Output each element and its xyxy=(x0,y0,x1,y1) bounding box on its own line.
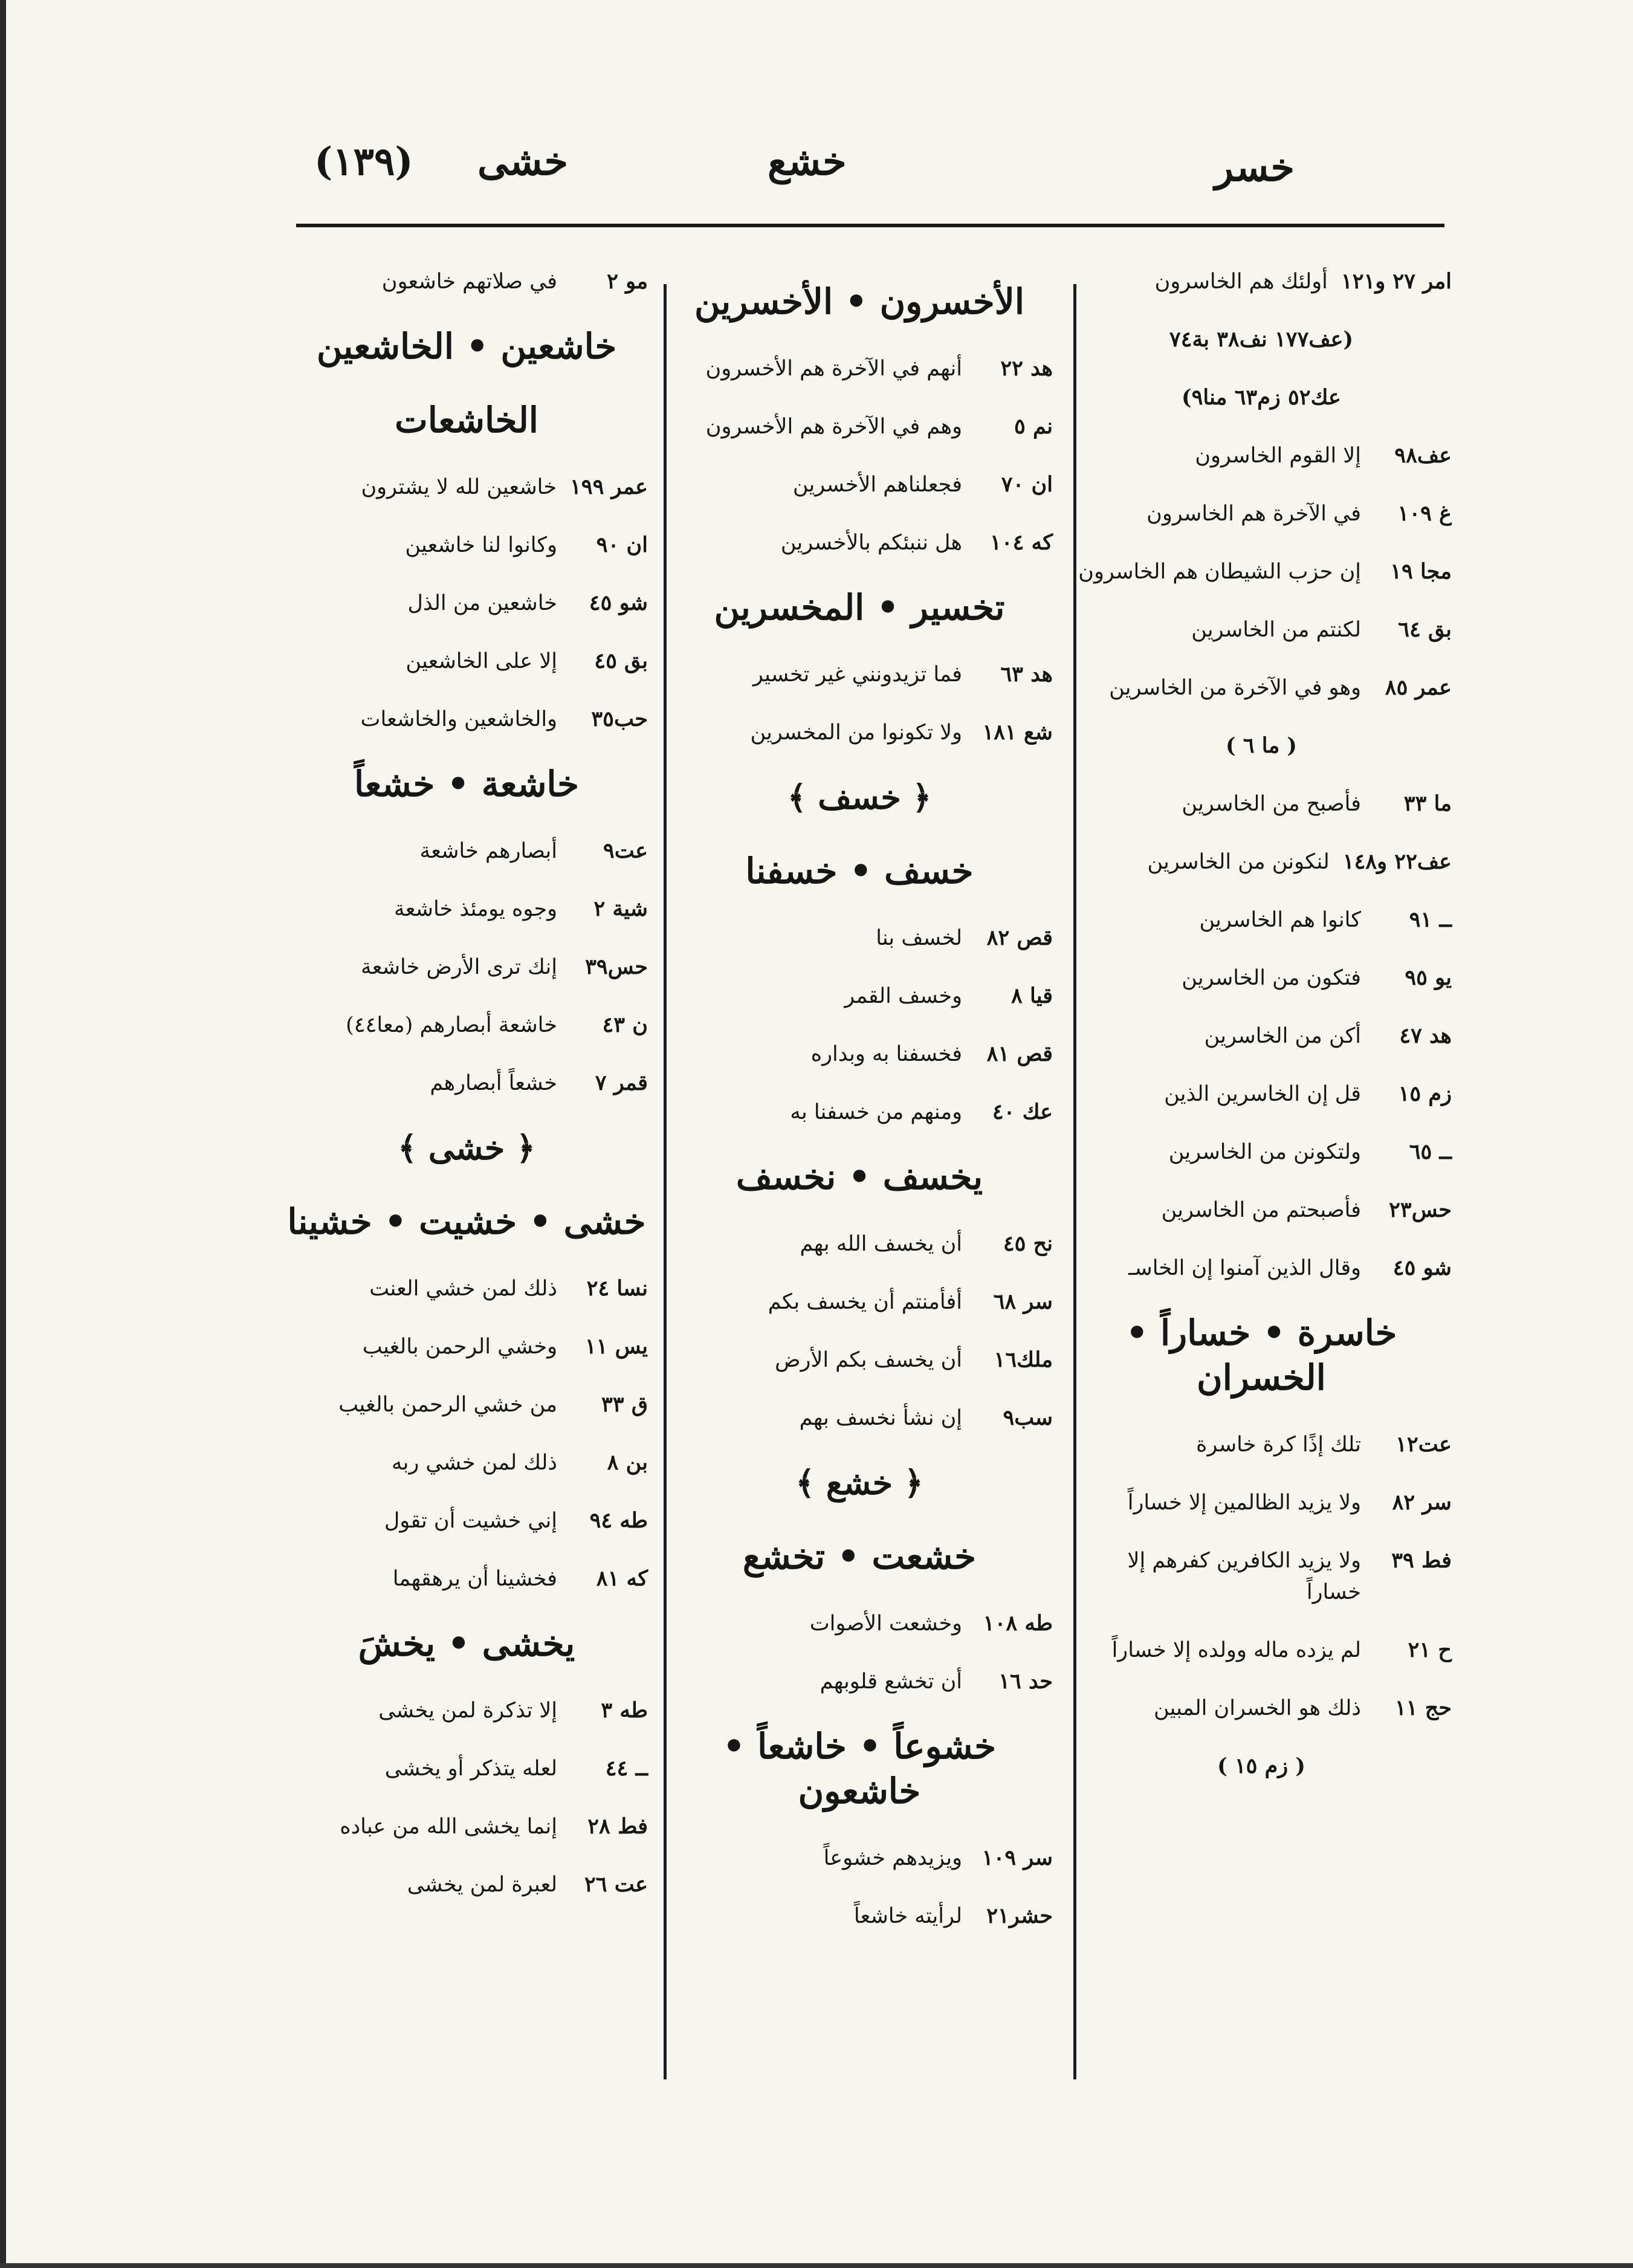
verse-reference: حشر٢١ xyxy=(986,1904,1053,1928)
verse-text: ولا تكونوا من المخسرين xyxy=(750,721,962,745)
concordance-entry xyxy=(1071,1020,1452,1052)
verse-text: تلك إذًا كرة خاسرة xyxy=(1196,1433,1361,1457)
concordance-entry xyxy=(285,1811,648,1842)
verse-reference: سب٩ xyxy=(1003,1405,1053,1430)
verse-text: في صلاتهم خاشعون xyxy=(381,270,557,294)
concordance-entry xyxy=(666,1038,1053,1070)
verse-reference: عت٩ xyxy=(603,838,648,863)
concordance-entry xyxy=(1071,498,1452,530)
verse-reference: ح ٢١ xyxy=(1408,1638,1452,1662)
verse-text: فخشينا أن يرهقهما xyxy=(392,1567,557,1591)
concordance-entry xyxy=(1071,1136,1452,1168)
verse-text: في الآخرة هم الخاسرون xyxy=(1146,502,1361,526)
concordance-entry xyxy=(1071,440,1452,471)
verse-text: من خشي الرحمن بالغيب xyxy=(338,1393,557,1417)
verse-text: فجعلناهم الأخسرين xyxy=(792,473,962,497)
verse-text: وقال الذين آمنوا إن الخاسـ xyxy=(1128,1256,1361,1280)
verse-reference: شو ٤٥ xyxy=(589,591,648,615)
verse-reference: عت ٢٦ xyxy=(584,1872,648,1897)
concordance-entry xyxy=(1071,846,1452,878)
verse-reference: حس٢٣ xyxy=(1389,1197,1452,1222)
verse-reference: عت١٢ xyxy=(1395,1432,1452,1457)
concordance-entry xyxy=(666,1842,1053,1874)
section-heading: خشعت • تخشع xyxy=(742,1536,977,1577)
verse-reference: سر ٨٢ xyxy=(1392,1490,1452,1515)
verse-reference: هد ٦٣ xyxy=(1000,662,1053,687)
page-number: (١٣٩) xyxy=(314,139,413,184)
verse-reference: قمر ٧ xyxy=(595,1071,648,1095)
concordance-entry xyxy=(666,659,1053,690)
verse-reference: نسا ٢٤ xyxy=(586,1276,648,1301)
verse-reference: حج ١١ xyxy=(1394,1696,1452,1720)
verse-text: ولا يزيد الكافرين كفرهم إلا خساراً xyxy=(1127,1549,1361,1604)
verse-reference: مو ٢ xyxy=(607,269,648,294)
concordance-entry xyxy=(285,266,648,297)
concordance-entry xyxy=(285,588,648,619)
verse-text: إنما يخشى الله من عباده xyxy=(340,1815,557,1839)
verse-reference: قص ٨١ xyxy=(986,1042,1053,1066)
section-heading: خشوعاً • خاشعاً • خاشعون xyxy=(722,1726,997,1812)
verse-reference: امر ٢٧ و١٢١ xyxy=(1340,269,1452,294)
column-right xyxy=(1071,266,1452,1809)
verse-text: إني خشيت أن تقول xyxy=(384,1509,557,1533)
concordance-entry xyxy=(285,1563,648,1595)
verse-reference: سر ٦٨ xyxy=(993,1289,1053,1314)
section-heading: يخسف • نخسف xyxy=(736,1156,983,1197)
verse-reference: نم ٥ xyxy=(1014,414,1053,439)
verse-text: وخسف القمر xyxy=(844,984,962,1008)
verse-reference: نح ٤٥ xyxy=(1003,1231,1053,1256)
verse-text: لم يزده ماله وولده إلا خساراً xyxy=(1111,1638,1361,1662)
concordance-entry xyxy=(666,1666,1053,1697)
concordance-entry xyxy=(1071,1194,1452,1226)
verse-text: إن حزب الشيطان هم الخاسرون xyxy=(1078,560,1361,584)
concordance-entry xyxy=(285,1273,648,1304)
root-heading: ﴿ خسف ﴾ xyxy=(787,778,932,817)
root-heading: ﴿ خشى ﴾ xyxy=(398,1129,535,1167)
concordance-entry xyxy=(1071,1545,1452,1608)
verse-reference: قص ٨٢ xyxy=(986,925,1053,950)
verse-text: وخشي الرحمن بالغيب xyxy=(362,1335,557,1359)
cross-reference-note: (عف١٧٧ نف٣٨ بة٧٤ xyxy=(1169,327,1354,352)
concordance-entry xyxy=(1071,904,1452,936)
verse-text: فأصبحتم من الخاسرين xyxy=(1161,1198,1361,1222)
concordance-entry xyxy=(666,411,1053,442)
concordance-entry xyxy=(1071,556,1452,588)
header-rule xyxy=(296,224,1444,227)
verse-reference: زم ١٥ xyxy=(1398,1081,1452,1106)
running-head-left-word: خشى xyxy=(477,139,568,184)
verse-text: أفأمنتم أن يخسف بكم xyxy=(768,1290,962,1314)
concordance-entry xyxy=(285,1869,648,1900)
section-heading: الأخسرون • الأخسرين xyxy=(694,281,1024,322)
scan-edge-bottom xyxy=(0,2263,1633,2268)
concordance-entry xyxy=(285,893,648,925)
verse-reference: ملك١٦ xyxy=(994,1347,1053,1372)
verse-text: خاشعين لله لا يشترون xyxy=(361,475,557,499)
verse-reference: طه ٩٤ xyxy=(589,1508,648,1533)
running-head-center-word: خشع xyxy=(768,139,847,184)
verse-text: قل إن الخاسرين الذين xyxy=(1164,1082,1361,1106)
concordance-entry xyxy=(666,1608,1053,1639)
verse-reference: عف٩٨ xyxy=(1394,443,1452,468)
verse-text: إنك ترى الأرض خاشعة xyxy=(361,955,557,979)
running-head xyxy=(0,127,1633,199)
concordance-entry xyxy=(1071,266,1452,297)
verse-text: فخسفنا به وبداره xyxy=(810,1042,962,1066)
section-heading: تخسير • المخسرين xyxy=(714,587,1005,628)
concordance-entry xyxy=(666,717,1053,748)
concordance-entry xyxy=(285,1009,648,1041)
concordance-entry xyxy=(285,1331,648,1362)
concordance-entry xyxy=(285,1068,648,1099)
concordance-entry xyxy=(285,835,648,867)
concordance-entry xyxy=(666,353,1053,384)
verse-reference: ــ ٩١ xyxy=(1409,907,1452,932)
verse-text: أنهم في الآخرة هم الأخسرون xyxy=(705,357,962,381)
concordance-entry xyxy=(666,1900,1053,1932)
verse-reference: طه ١٠٨ xyxy=(983,1611,1053,1636)
concordance-entry xyxy=(1071,1635,1452,1666)
verse-text: ولا يزيد الظالمين إلا خساراً xyxy=(1127,1491,1361,1515)
section-heading: يخشى • يخشَ xyxy=(358,1623,575,1664)
verse-reference: غ ١٠٩ xyxy=(1397,501,1452,526)
verse-reference: بق ٦٤ xyxy=(1398,617,1452,642)
verse-text: لنكونن من الخاسرين xyxy=(1147,850,1330,874)
concordance-entry xyxy=(666,469,1053,501)
verse-text: خشعاً أبصارهم xyxy=(430,1071,557,1095)
concordance-entry xyxy=(1071,672,1452,704)
verse-reference: ــ ٤٤ xyxy=(605,1756,648,1781)
scan-edge xyxy=(0,0,6,2268)
verse-text: لعبرة لمن يخشى xyxy=(407,1873,557,1897)
verse-text: ذلك هو الخسران المبين xyxy=(1154,1696,1361,1720)
verse-text: وخشعت الأصوات xyxy=(809,1612,962,1636)
verse-reference: قيا ٨ xyxy=(1011,983,1053,1008)
verse-text: وهم في الآخرة هم الأخسرون xyxy=(705,415,962,439)
verse-text: والخاشعين والخاشعات xyxy=(360,707,557,731)
verse-text: وكانوا لنا خاشعين xyxy=(405,533,557,557)
section-heading: خسف • خسفنا xyxy=(745,850,974,892)
verse-reference: هد ٢٢ xyxy=(1000,356,1053,381)
verse-reference: كه ١٠٤ xyxy=(989,530,1053,555)
verse-reference: فط ٢٨ xyxy=(587,1814,648,1839)
verse-reference: شو ٤٥ xyxy=(1392,1256,1452,1280)
verse-reference: بق ٤٥ xyxy=(594,649,648,673)
verse-text: لكنتم من الخاسرين xyxy=(1191,618,1361,642)
verse-reference: حس٣٩ xyxy=(585,954,648,979)
concordance-entry xyxy=(1071,1252,1452,1284)
verse-reference: شع ١٨١ xyxy=(982,720,1053,745)
concordance-entry xyxy=(1071,1487,1452,1518)
concordance-entry xyxy=(285,1447,648,1479)
concordance-entry xyxy=(1071,614,1452,646)
verse-text: ذلك لمن خشي العنت xyxy=(369,1277,557,1301)
verse-text: أكن من الخاسرين xyxy=(1204,1024,1361,1048)
section-heading: خشى • خشيت • خشينا xyxy=(287,1201,646,1242)
verse-text: أبصارهم خاشعة xyxy=(419,839,557,863)
concordance-entry xyxy=(1071,1693,1452,1724)
concordance-entry xyxy=(1071,1429,1452,1460)
running-head-right-word: خسر xyxy=(1215,145,1295,190)
verse-reference: مجا ١٩ xyxy=(1390,559,1452,584)
concordance-entry xyxy=(666,1344,1053,1376)
verse-reference: ــ ٦٥ xyxy=(1409,1139,1452,1164)
verse-reference: عمر ٨٥ xyxy=(1385,675,1452,700)
verse-reference: يس ١١ xyxy=(584,1334,648,1359)
concordance-entry xyxy=(1071,1078,1452,1110)
concordance-entry xyxy=(666,1097,1053,1128)
concordance-entry xyxy=(666,1402,1053,1434)
concordance-entry xyxy=(666,527,1053,559)
concordance-entry xyxy=(285,1505,648,1537)
root-heading: ﴿ خشع ﴾ xyxy=(795,1463,923,1502)
column-middle xyxy=(666,266,1053,1959)
verse-text: أن يخسف بكم الأرض xyxy=(775,1348,962,1372)
concordance-entry xyxy=(285,704,648,735)
cross-reference-note: ( زم ١٥ ) xyxy=(1217,1754,1305,1778)
verse-reference: ق ٣٣ xyxy=(601,1392,648,1417)
concordance-entry xyxy=(285,1389,648,1421)
verse-text: فما تزيدونني غير تخسير xyxy=(752,663,962,687)
verse-text: فتكون من الخاسرين xyxy=(1182,966,1361,990)
concordance-entry xyxy=(666,1228,1053,1260)
verse-reference: ما ٣٣ xyxy=(1403,791,1452,816)
verse-text: لرأيته خاشعاً xyxy=(853,1904,962,1928)
concordance-entry xyxy=(666,922,1053,954)
cross-reference-note: عك٥٢ زم٦٣ منا٩) xyxy=(1182,385,1341,410)
concordance-entry xyxy=(1071,788,1452,820)
verse-reference: سر ١٠٩ xyxy=(981,1845,1053,1870)
concordance-entry xyxy=(285,530,648,561)
column-left xyxy=(285,266,648,1927)
concordance-entry xyxy=(285,951,648,983)
verse-text: فأصبح من الخاسرين xyxy=(1182,792,1361,816)
verse-text: وجوه يومئذ خاشعة xyxy=(394,897,557,921)
verse-text: إلا على الخاشعين xyxy=(406,649,557,673)
verse-text: هل ننبئكم بالأخسرين xyxy=(780,531,962,555)
verse-reference: ان ٩٠ xyxy=(596,533,648,557)
section-heading: الخاشعات xyxy=(395,400,538,441)
verse-reference: حب٣٥ xyxy=(591,707,648,731)
verse-text: لعله يتذكر أو يخشى xyxy=(384,1757,557,1781)
verse-reference: عمر ١٩٩ xyxy=(569,475,648,499)
verse-text: أن يخسف الله بهم xyxy=(800,1232,962,1256)
verse-reference: شية ٢ xyxy=(593,896,648,921)
verse-text: ويزيدهم خشوعاً xyxy=(823,1846,962,1870)
verse-reference: هد ٤٧ xyxy=(1399,1023,1452,1048)
verse-reference: عك ٤٠ xyxy=(992,1100,1053,1124)
section-heading: خاسرة • خساراً • الخسران xyxy=(1125,1312,1397,1398)
concordance-entry xyxy=(666,1286,1053,1318)
verse-reference: بن ٨ xyxy=(607,1450,648,1475)
concordance-entry xyxy=(285,1753,648,1784)
verse-reference: كه ٨١ xyxy=(596,1566,648,1591)
verse-text: إلا تذكرة لمن يخشى xyxy=(378,1699,557,1723)
concordance-entry xyxy=(285,471,648,503)
verse-reference: فط ٣٩ xyxy=(1391,1548,1452,1573)
cross-reference-note: ( ما ٦ ) xyxy=(1226,733,1297,758)
section-heading: خاشعين • الخاشعين xyxy=(316,326,617,367)
verse-reference: طه ٣ xyxy=(601,1698,648,1723)
verse-text: وهو في الآخرة من الخاسرين xyxy=(1109,676,1361,700)
verse-text: خاشعين من الذل xyxy=(407,591,557,615)
verse-reference: حد ١٦ xyxy=(998,1669,1053,1694)
verse-text: أن تخشع قلوبهم xyxy=(820,1670,962,1694)
concordance-entry xyxy=(666,980,1053,1012)
verse-text: لخسف بنا xyxy=(876,926,962,950)
concordance-entry xyxy=(285,1695,648,1726)
verse-text: ولتكونن من الخاسرين xyxy=(1168,1140,1361,1164)
verse-text: ذلك لمن خشي ربه xyxy=(391,1451,557,1475)
verse-text: إلا القوم الخاسرون xyxy=(1195,444,1361,468)
verse-text: إن نشأ نخسف بهم xyxy=(799,1406,962,1430)
verse-reference: ن ٤٣ xyxy=(602,1012,648,1037)
verse-reference: يو ٩٥ xyxy=(1405,965,1452,990)
verse-text: خاشعة أبصارهم (معا٤٤) xyxy=(346,1013,557,1037)
verse-text: كانوا هم الخاسرين xyxy=(1199,908,1361,932)
concordance-entry xyxy=(1071,962,1452,994)
verse-text: أولئك هم الخاسرون xyxy=(1154,270,1328,294)
verse-reference: ان ٧٠ xyxy=(1001,472,1053,497)
concordance-entry xyxy=(285,646,648,677)
section-heading: خاشعة • خشعاً xyxy=(354,763,579,805)
verse-reference: عف٢٢ و١٤٨ xyxy=(1342,849,1452,874)
verse-text: ومنهم من خسفنا به xyxy=(790,1100,962,1124)
